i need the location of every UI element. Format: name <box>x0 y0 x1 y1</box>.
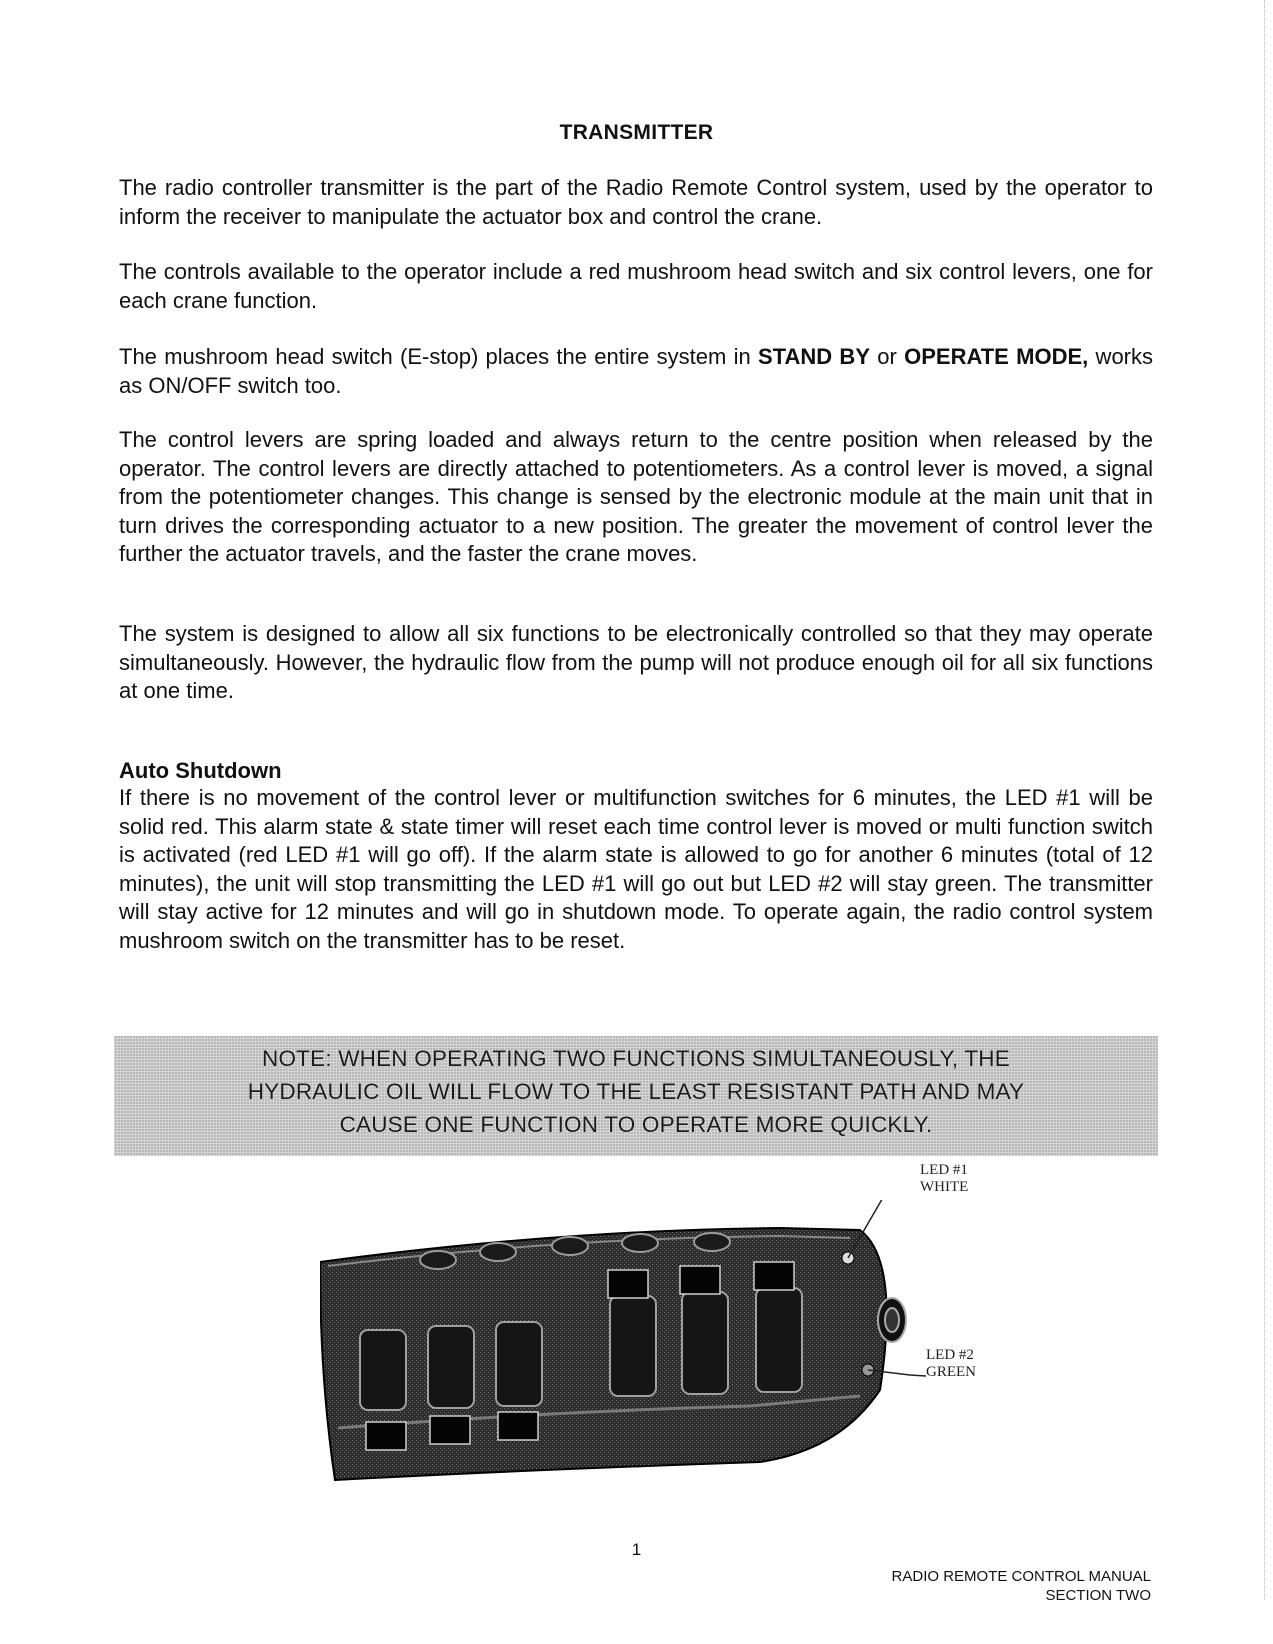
note-line-2: HYDRAULIC OIL WILL FLOW TO THE LEAST RESISTANT PATH AND MAY <box>247 1079 1025 1104</box>
lever-window-4 <box>608 1270 648 1298</box>
operate-mode-text: OPERATE MODE, <box>904 344 1089 369</box>
lever-6 <box>756 1288 802 1392</box>
knob-3 <box>552 1237 588 1255</box>
lever-window-1 <box>366 1422 406 1450</box>
knob-2 <box>480 1243 516 1261</box>
simultaneous-functions-paragraph: The system is designed to allow all six functions to be electronically controlled so that they may operate simultaneously. However, the hydraulic flow from the pump will not produce enough oil for all six functions at one time. <box>119 621 1153 703</box>
mushroom-switch-paragraph <box>119 343 1153 400</box>
lever-window-6 <box>754 1262 794 1290</box>
knob-4 <box>622 1234 658 1252</box>
note-line-3: CAUSE ONE FUNCTION TO OPERATE MORE QUICKLY. <box>339 1112 933 1137</box>
page-number: 1 <box>631 1540 642 1559</box>
mushroom-switch <box>878 1298 906 1342</box>
auto-shutdown-heading: Auto Shutdown <box>119 758 282 783</box>
controls-paragraph: The controls available to the operator include a red mushroom head switch and six control levers, one for each crane function. <box>119 259 1153 313</box>
led-2-label: LED #2 <box>926 1347 974 1363</box>
lever-2 <box>428 1326 474 1408</box>
led-1-color: WHITE <box>920 1179 969 1195</box>
lever-1 <box>360 1330 406 1410</box>
footer-section: SECTION TWO <box>1045 1587 1151 1604</box>
control-levers-paragraph: The control levers are spring loaded and always return to the centre position when released by the operator. The control levers are directly attached to potentiometers. As a control lever is moved, a signal from the potentiometer changes. This change is sensed by the electronic module at the main unit that in turn drives the corresponding actuator to a new position. The greater the movement of control lever the further the actuator travels, and the faster the crane moves. <box>119 427 1153 566</box>
led-1-callout <box>920 1162 968 1196</box>
transmitter-figure <box>320 1162 1040 1500</box>
led-2-callout <box>926 1347 976 1381</box>
page-title: TRANSMITTER <box>559 121 714 144</box>
note-box <box>114 1036 1158 1156</box>
lever-window-3 <box>498 1412 538 1440</box>
lever-window-5 <box>680 1266 720 1294</box>
knob-5 <box>694 1233 730 1251</box>
footer <box>892 1567 1151 1605</box>
intro-paragraph: The radio controller transmitter is the part of the Radio Remote Control system, used by the operator to inform the receiver to manipulate the actuator box and control the crane. <box>119 175 1153 229</box>
p3-start: The mushroom head switch (E-stop) places the entire system in <box>119 344 758 369</box>
lever-4 <box>610 1296 656 1396</box>
p3-mid: or <box>870 344 905 369</box>
led-1-label: LED #1 <box>920 1162 968 1178</box>
auto-shutdown-body: If there is no movement of the control lever or multifunction switches for 6 minutes, the LED #1 will be solid red. This alarm state & state timer will reset each time control lever is moved or multi function switch is activated (red LED #1 will go off). If the alarm state is allowed to go for another 6 minutes (total of 12 minutes), the unit will stop transmitting the LED #1 will go out but LED #2 will stay green. The transmitter will stay active for 12 minutes and will go in shutdown mode. To operate again, the radio control system mushroom switch on the transmitter has to be reset. <box>119 785 1153 953</box>
knob-1 <box>420 1251 456 1269</box>
scan-edge-artifact <box>1263 0 1265 1600</box>
note-line-1: NOTE: WHEN OPERATING TWO FUNCTIONS SIMULTANEOUSLY, THE <box>262 1046 1010 1071</box>
lever-3 <box>496 1322 542 1406</box>
standby-mode-text: STAND BY <box>758 344 870 369</box>
p3-end: works as ON/OFF switch too. <box>119 344 1154 398</box>
led-2-color: GREEN <box>926 1364 976 1380</box>
lever-5 <box>682 1292 728 1394</box>
footer-manual-title: RADIO REMOTE CONTROL MANUAL <box>891 1568 1151 1585</box>
lever-window-2 <box>430 1416 470 1444</box>
